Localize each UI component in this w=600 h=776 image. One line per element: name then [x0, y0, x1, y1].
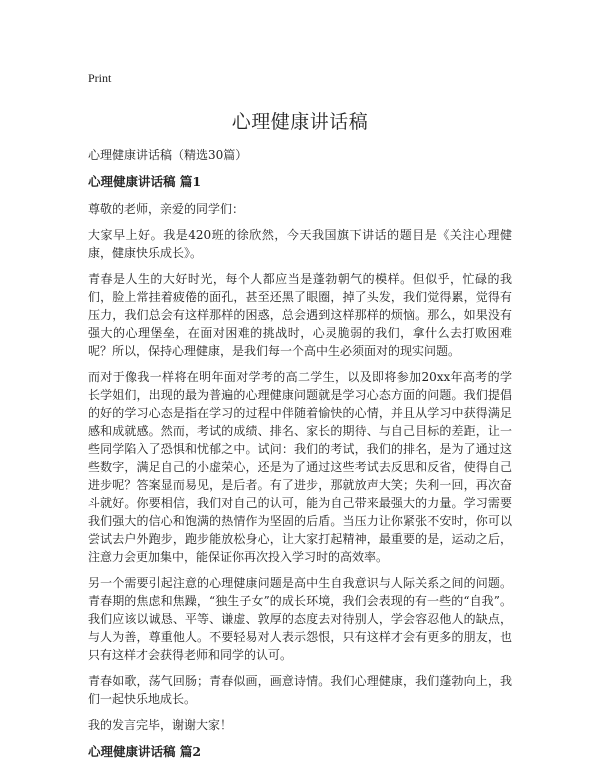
section-heading-2: 心理健康讲话稿 篇2 [88, 744, 202, 759]
page-title: 心理健康讲话稿 [231, 111, 369, 133]
section-heading-1: 心理健康讲话稿 篇1 [88, 174, 202, 189]
paragraph-relationships: 另一个需要引起注意的心理健康问题是高中生自我意识与人际关系之间的问题。青春期的焦虑和焦躁，“独生子女”的成长环境，我们会表现的有一些的“自我”。我们应该以诚恳、平等、谦虚、敦厚的态度去对待别人，学会容忍他人的缺点，与人为善，尊重他人。不要轻易对人表示怨恨，只有这样才会有更多的朋友，也只有这样才会获得老师和同学的认可。 [88, 576, 512, 662]
print-link[interactable]: Print [88, 71, 112, 85]
paragraph-thanks: 我的发言完毕，谢谢大家！ [88, 718, 233, 732]
paragraph-youth: 青春是人生的大好时光，每个人都应当是蓬勃朝气的模样。但似乎，忙碌的我们，脸上常挂着疲倦的面孔，甚至还黑了眼圈，掉了头发，我们觉得累，觉得有压力，我们总会有这样那样的困惑，总会遇到这样那样的烦恼。那么，如果没有强大的心理堡垒，在面对困难的挑战时，心灵脆弱的我们，拿什么去打败困难呢？所以，保持心理健康，是我们每一个高中生必须面对的现实问题。 [88, 272, 512, 358]
document-subtitle: 心理健康讲话稿（精选30篇） [88, 148, 248, 162]
paragraph-introduction: 大家早上好。我是420班的徐欣然，今天我国旗下讲话的题目是《关注心理健康，健康快乐成长》。 [88, 228, 512, 260]
paragraph-closing: 青春如歌，荡气回肠；青春似画，画意诗情。我们心理健康，我们蓬勃向上，我们一起快乐地成长。 [88, 674, 512, 706]
paragraph-study-attitude: 而对于像我一样将在明年面对学考的高二学生，以及即将参加20xx年高考的学长学姐们，出现的最为普遍的心理健康问题就是学习心态方面的问题。我们提倡的好的学习心态是指在学习的过程中伴随着愉快的心情，并且从学习中获得满足感和成就感。然而，考试的成绩、排名、家长的期待、与自己目标的差距，让一些同学陷入了恐惧和忧郁之中。试问：我们的考试，我们的排名，是为了通过这些数字，满足自己的小虚荣心，还是为了通过这些考试去反思和反省，使得自己进步呢？答案显而易见，是后者。有了进步，那就放声大笑；失利一回，再次奋斗就好。你要相信，我们对自己的认可，能为自己带来最强大的力量。学习需要我们强大的信心和饱满的热情作为坚固的后盾。当压力让你紧张不安时，你可以尝试去户外跑步，跑步能放松身心，让大家打起精神，最重要的是，运动之后，注意力会更加集中，能保证你再次投入学习时的高效率。 [88, 370, 512, 564]
paragraph-greeting: 尊敬的老师，亲爱的同学们： [88, 202, 245, 216]
